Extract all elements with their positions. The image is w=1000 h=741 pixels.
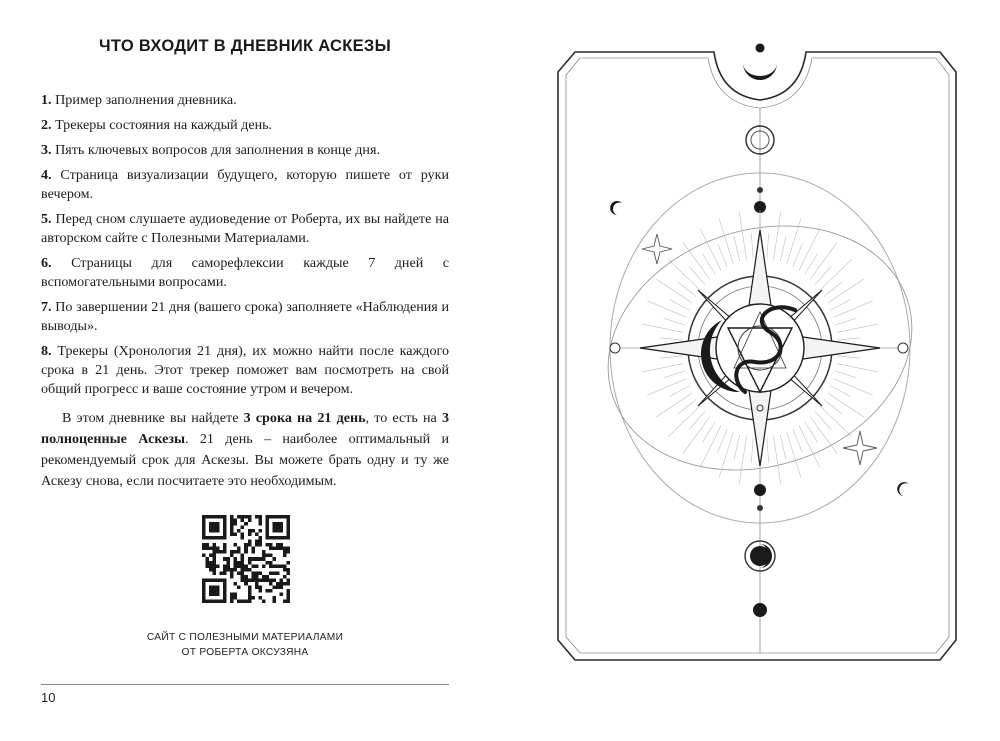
page-number: 10	[41, 690, 56, 705]
compass-ray	[780, 435, 786, 459]
item-number: 6.	[41, 255, 52, 271]
compass-ray	[663, 371, 684, 378]
qr-code[interactable]	[202, 513, 290, 605]
upper-dot-small	[757, 187, 763, 193]
list-item	[41, 210, 449, 248]
compass-ray	[774, 212, 781, 260]
compass-ray	[751, 233, 753, 258]
item-number: 3.	[41, 142, 52, 158]
compass-ray	[751, 437, 753, 462]
compass-ray	[668, 259, 700, 290]
compass-ray	[799, 228, 820, 270]
compass-ray	[700, 228, 721, 270]
list-item	[41, 141, 449, 160]
compass-ray	[719, 432, 733, 477]
list-item	[41, 298, 449, 336]
compass-ray	[669, 299, 689, 310]
compass-ray	[647, 379, 686, 396]
center-circle	[716, 304, 804, 392]
compass-ray	[835, 318, 856, 325]
compass-ray	[838, 356, 860, 358]
item-text: Трекеры (Хронология 21 дня), их можно найти после каждого срока в 21 день. Этот трекер поможет вам посмотреть на свой общий прогресс и ваше состояние утром и вечером.	[41, 343, 449, 397]
caption-line-1: САЙТ С ПОЛЕЗНЫМИ МАТЕРИАЛАМИ	[146, 632, 344, 643]
compass-ray	[739, 436, 746, 484]
compass-ray	[669, 386, 689, 397]
compass-ray	[820, 406, 852, 437]
compass-ray	[642, 364, 683, 372]
lower-dot-small	[757, 505, 763, 511]
compass-ray	[838, 338, 860, 340]
compass-ray	[767, 437, 769, 462]
compass-ray	[833, 301, 872, 318]
compass-ray	[642, 324, 683, 332]
item-text: Страницы для саморефлексии каждые 7 дней с вспомогательными вопросами.	[41, 255, 449, 290]
item-text: Пять ключевых вопросов для заполнения в конце дня.	[51, 142, 380, 158]
item-number: 4.	[41, 167, 52, 183]
item-text: Трекеры состояния на каждый день.	[51, 117, 273, 133]
item-text: Перед сном слушаете аудиоведение от Роберта, их вы найдете на авторском сайте с Полезными Материалами.	[41, 211, 449, 246]
compass-ray	[805, 421, 818, 442]
compass-ray	[835, 371, 856, 378]
para-bold-2: 3 полноценные Аскезы	[41, 410, 449, 447]
compass-ray	[837, 324, 878, 332]
para-bold-1: 3 срока на 21 день	[243, 410, 366, 426]
qr-caption	[40, 630, 450, 660]
compass-ray	[774, 436, 781, 484]
lower-dot	[754, 484, 766, 496]
compass-ray	[719, 218, 733, 263]
compass-ray	[678, 282, 696, 297]
page-title: ЧТО ВХОДИТ В ДНЕВНИК АСКЕЗЫ	[98, 37, 392, 55]
item-number: 2.	[41, 117, 52, 133]
list-item	[41, 342, 449, 399]
item-number: 7.	[41, 299, 52, 315]
compass-ray	[824, 282, 842, 297]
compass-ray	[660, 338, 682, 340]
list-item	[41, 254, 449, 292]
item-text: Пример заполнения дневника.	[51, 92, 237, 108]
caption-line-2: ОТ РОБЕРТА ОКСУЗЯНА	[181, 647, 309, 658]
item-text: Страница визуализации будущего, которую пишете от руки вечером.	[41, 167, 449, 202]
compass-ray	[739, 212, 746, 260]
compass-ray	[703, 421, 716, 442]
para-text-1: В этом дневнике вы найдете	[62, 410, 244, 426]
compass-ray	[833, 379, 872, 396]
left-node	[610, 343, 620, 353]
compass-ray	[647, 301, 686, 318]
compass-ray	[793, 244, 802, 267]
compass-ray	[734, 435, 740, 459]
compass-ray	[656, 279, 692, 303]
item-number: 8.	[41, 343, 52, 359]
sparkle-star-icon	[843, 431, 877, 465]
footer-divider	[41, 684, 449, 685]
mystic-compass-illustration	[540, 35, 970, 675]
small-crescent-icon	[897, 482, 909, 496]
compass-ray	[767, 233, 769, 258]
contents-list	[41, 91, 449, 405]
para-text-2: , то есть на	[365, 410, 442, 426]
list-item	[41, 166, 449, 204]
compass-ray	[787, 432, 801, 477]
compass-ray	[668, 406, 700, 437]
compass-ray	[683, 417, 710, 454]
compass-ray	[820, 259, 852, 290]
compass-ray	[805, 254, 818, 275]
body-paragraph	[41, 408, 449, 492]
compass-ray	[799, 426, 820, 468]
compass-ray	[734, 237, 740, 261]
compass-ray	[780, 237, 786, 261]
compass-ray	[810, 417, 837, 454]
list-item	[41, 91, 449, 110]
top-dot	[756, 44, 765, 53]
compass-ray	[837, 364, 878, 372]
compass-ray	[703, 254, 716, 275]
item-text: По завершении 21 дня (вашего срока) заполняете «Наблюдения и выводы».	[41, 299, 449, 334]
compass-ray	[793, 429, 802, 452]
compass-ray	[831, 386, 851, 397]
compass-ray	[683, 242, 710, 279]
compass-ray	[678, 399, 696, 414]
bottom-dot	[753, 603, 767, 617]
small-crescent-icon	[610, 201, 622, 215]
compass-ray	[810, 242, 837, 279]
compass-ray	[824, 399, 842, 414]
compass-ray	[828, 279, 864, 303]
lower-moon-fill	[750, 546, 770, 566]
compass-ray	[718, 429, 727, 452]
sparkle-star-icon	[642, 234, 672, 264]
compass-ray	[660, 356, 682, 358]
crescent-moon-icon	[743, 63, 777, 80]
list-item	[41, 116, 449, 135]
para-text-3: . 21 день – наиболее оптимальный и рекомендуемый срок для Аскезы. Вы можете брать одну и ту же Аскезу снова, если посчитаете это необходимым.	[41, 431, 449, 489]
compass-ray	[828, 393, 864, 417]
item-number: 5.	[41, 211, 52, 227]
compass-ray	[718, 244, 727, 267]
compass-ray	[831, 299, 851, 310]
right-node	[898, 343, 908, 353]
compass-ray	[663, 318, 684, 325]
compass-ray	[700, 426, 721, 468]
compass-ray	[787, 218, 801, 263]
item-number: 1.	[41, 92, 52, 108]
compass-ray	[656, 393, 692, 417]
